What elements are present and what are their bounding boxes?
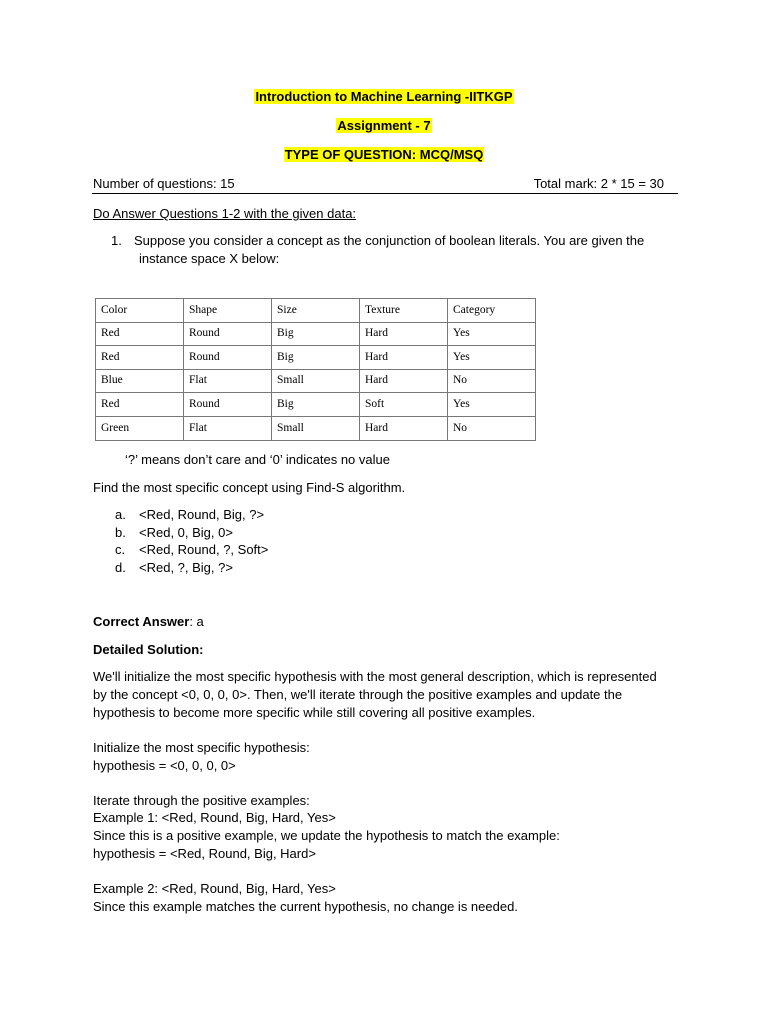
solution-iter-line4: hypothesis = <Red, Round, Big, Hard> xyxy=(93,846,316,861)
table-cell: Flat xyxy=(184,369,272,393)
table-cell: No xyxy=(448,369,536,393)
solution-para1-line2: by the concept <0, 0, 0, 0>. Then, we'll iterate through the positive examples and update the xyxy=(93,687,623,702)
solution-iter-line3: Since this is a positive example, we update the hypothesis to match the example: xyxy=(93,828,560,843)
table-cell: Big xyxy=(272,393,360,417)
option-a: a. <Red, Round, Big, ?> xyxy=(115,507,265,522)
table-header-cell: Texture xyxy=(360,299,448,323)
solution-init-line1: Initialize the most specific hypothesis: xyxy=(93,740,310,755)
header-divider xyxy=(92,193,678,194)
document-title: Introduction to Machine Learning -IITKGP xyxy=(255,89,513,104)
table-cell: Red xyxy=(96,346,184,370)
table-header-cell: Size xyxy=(272,299,360,323)
table-cell: Red xyxy=(96,322,184,346)
option-c: c. <Red, Round, ?, Soft> xyxy=(115,542,269,557)
table-cell: Hard xyxy=(360,416,448,440)
solution-heading: Detailed Solution: xyxy=(93,642,204,657)
table-cell: Hard xyxy=(360,346,448,370)
answer-options xyxy=(115,506,268,576)
table-cell: Hard xyxy=(360,322,448,346)
correct-answer: Correct Answer: a xyxy=(93,614,204,629)
table-cell: Red xyxy=(96,393,184,417)
table-header-cell: Category xyxy=(448,299,536,323)
option-b: b. <Red, 0, Big, 0> xyxy=(115,524,233,540)
table-cell: Yes xyxy=(448,346,536,370)
question-prompt: Find the most specific concept using Find-S algorithm. xyxy=(93,480,406,495)
table-row xyxy=(96,393,536,417)
num-questions: Number of questions: 15 xyxy=(93,176,235,191)
table-note: ‘?’ means don’t care and ‘0’ indicates no value xyxy=(125,452,390,467)
table-cell: Soft xyxy=(360,393,448,417)
table-header-cell: Shape xyxy=(184,299,272,323)
assignment-heading: Assignment - 7 xyxy=(337,118,431,133)
solution-init-line2: hypothesis = <0, 0, 0, 0> xyxy=(93,758,236,773)
table-cell: Big xyxy=(272,346,360,370)
table-row xyxy=(96,322,536,346)
table-row xyxy=(96,369,536,393)
table-cell: Big xyxy=(272,322,360,346)
table-cell: Round xyxy=(184,346,272,370)
total-mark: Total mark: 2 * 15 = 30 xyxy=(533,176,664,191)
option-d: d. <Red, ?, Big, ?> xyxy=(115,559,233,575)
section-instruction: Do Answer Questions 1-2 with the given data: xyxy=(93,206,357,221)
table-cell: Blue xyxy=(96,369,184,393)
table-cell: Flat xyxy=(184,416,272,440)
question-number: 1. xyxy=(111,233,122,248)
question-type-heading: TYPE OF QUESTION: MCQ/MSQ xyxy=(284,147,484,162)
solution-iter-line1: Iterate through the positive examples: xyxy=(93,793,310,808)
table-row xyxy=(96,346,536,370)
solution-para1-line3: hypothesis to become more specific while still covering all positive examples. xyxy=(93,705,536,720)
solution-para1-line1: We'll initialize the most specific hypothesis with the most general description, which is represented xyxy=(93,669,657,684)
table-cell: Hard xyxy=(360,369,448,393)
table-cell: No xyxy=(448,416,536,440)
table-cell: Yes xyxy=(448,322,536,346)
table-header-row xyxy=(96,299,536,323)
table-cell: Small xyxy=(272,369,360,393)
table-cell: Small xyxy=(272,416,360,440)
table-cell: Yes xyxy=(448,393,536,417)
instance-space-table xyxy=(95,298,536,441)
table-row xyxy=(96,416,536,440)
table-header-cell: Color xyxy=(96,299,184,323)
table-cell: Round xyxy=(184,393,272,417)
question-text-line2: instance space X below: xyxy=(139,251,280,266)
solution-iter-line2: Example 1: <Red, Round, Big, Hard, Yes> xyxy=(93,810,336,825)
question-text-line1: Suppose you consider a concept as the conjunction of boolean literals. You are given the xyxy=(134,233,645,248)
table-cell: Round xyxy=(184,322,272,346)
solution-example2-line2: Since this example matches the current hypothesis, no change is needed. xyxy=(93,899,518,914)
table-cell: Green xyxy=(96,416,184,440)
solution-example2-line1: Example 2: <Red, Round, Big, Hard, Yes> xyxy=(93,881,336,896)
